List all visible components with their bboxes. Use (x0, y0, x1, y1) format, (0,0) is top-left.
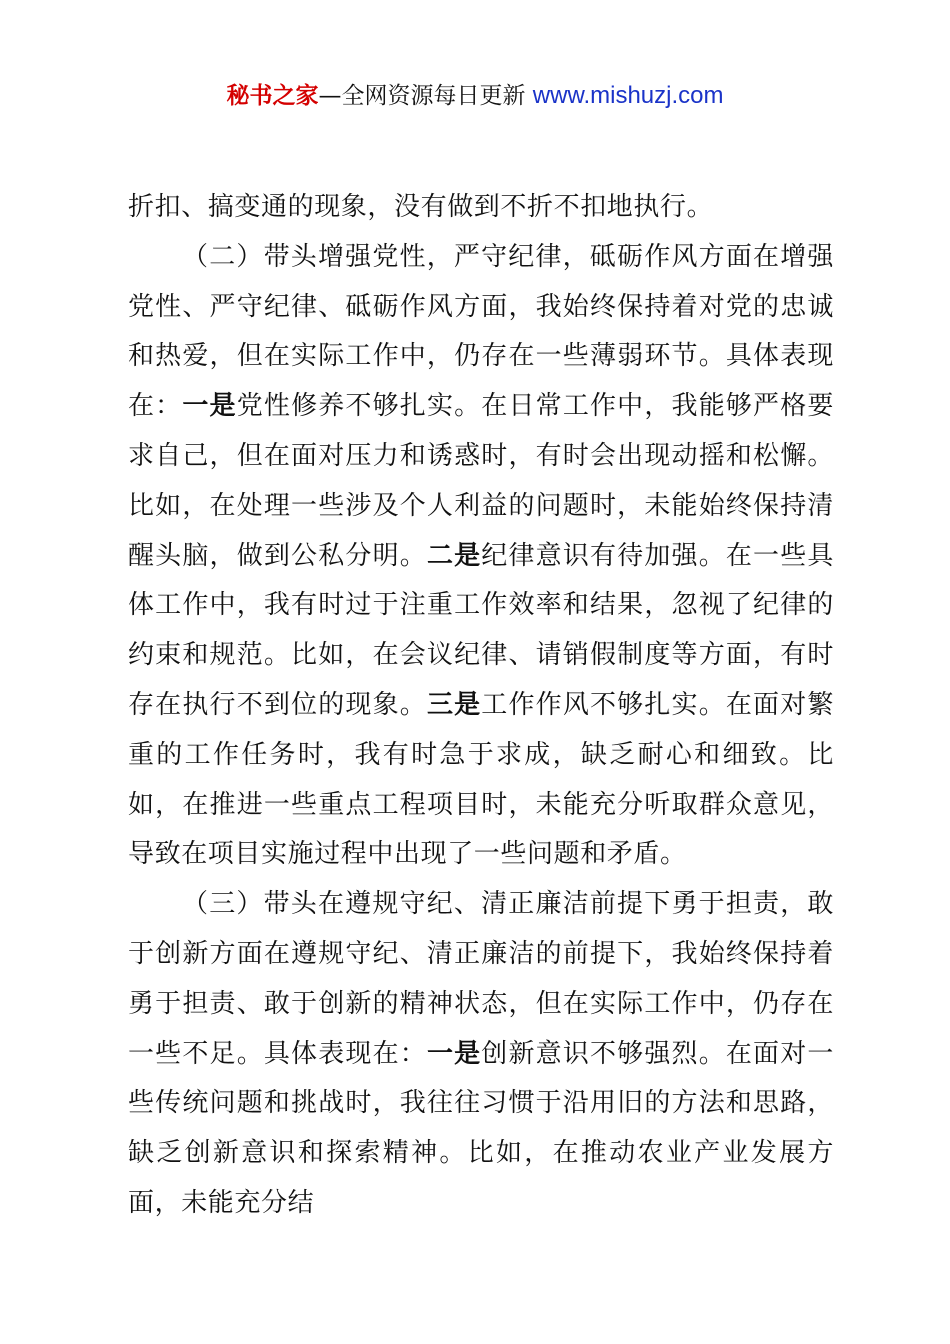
bold-marker: 三是 (426, 689, 482, 720)
text-segment: 创新意识不够强烈。在面对一些传统问题和挑战时，我往往习惯于沿用旧的方法和思路，缺乏创新意识和探索精神。比如，在推动农业产业发展方面，未能充分结 (128, 1038, 834, 1218)
paragraph-continuation (128, 183, 834, 233)
page-header (0, 80, 950, 112)
site-url-link[interactable]: www.mishuzj.com (532, 82, 724, 109)
text-segment: （二）带头增强党性，严守纪律，砥砺作风方面在增强党性、严守纪律、砥砺作风方面，我始终保持着对党的忠诚和热爱，但在实际工作中，仍存在一些薄弱环节。具体表现在： (128, 241, 834, 422)
bold-marker: 一是 (182, 391, 237, 422)
text-segment: 工作作风不够扎实。在面对繁重的工作任务时，我有时急于求成，缺乏耐心和细致。比如，在推进一些重点工程项目时，未能充分听取群众意见，导致在项目实施过程中出现了一些问题和矛盾。 (128, 689, 834, 870)
text-segment: 纪律意识有待加强。在一些具体工作中，我有时过于注重工作效率和结果，忽视了纪律的约束和规范。比如，在会议纪律、请销假制度等方面，有时存在执行不到位的现象。 (128, 540, 834, 720)
text-segment: （三）带头在遵规守纪、清正廉洁前提下勇于担责，敢于创新方面在遵规守纪、清正廉洁的前提下，我始终保持着勇于担责、敢于创新的精神状态，但在实际工作中，仍存在一些不足。具体表现在： (128, 889, 834, 1069)
site-brand: 秘书之家 (226, 83, 319, 109)
text-segment: 党性修养不够扎实。在日常工作中，我能够严格要求自己，但在面对压力和诱惑时，有时会出现动摇和松懈。比如，在处理一些涉及个人利益的问题时，未能始终保持清醒头脑，做到公私分明。 (128, 391, 835, 571)
paragraph-section-three (128, 880, 834, 1229)
bold-marker: 二是 (426, 540, 482, 571)
document-body (128, 183, 834, 1229)
site-tagline: —全网资源每日更新 (318, 83, 526, 109)
bold-marker: 一是 (426, 1038, 482, 1069)
text-segment: 折扣、搞变通的现象，没有做到不折不扣地执行。 (128, 192, 714, 222)
paragraph-section-two (128, 233, 834, 880)
